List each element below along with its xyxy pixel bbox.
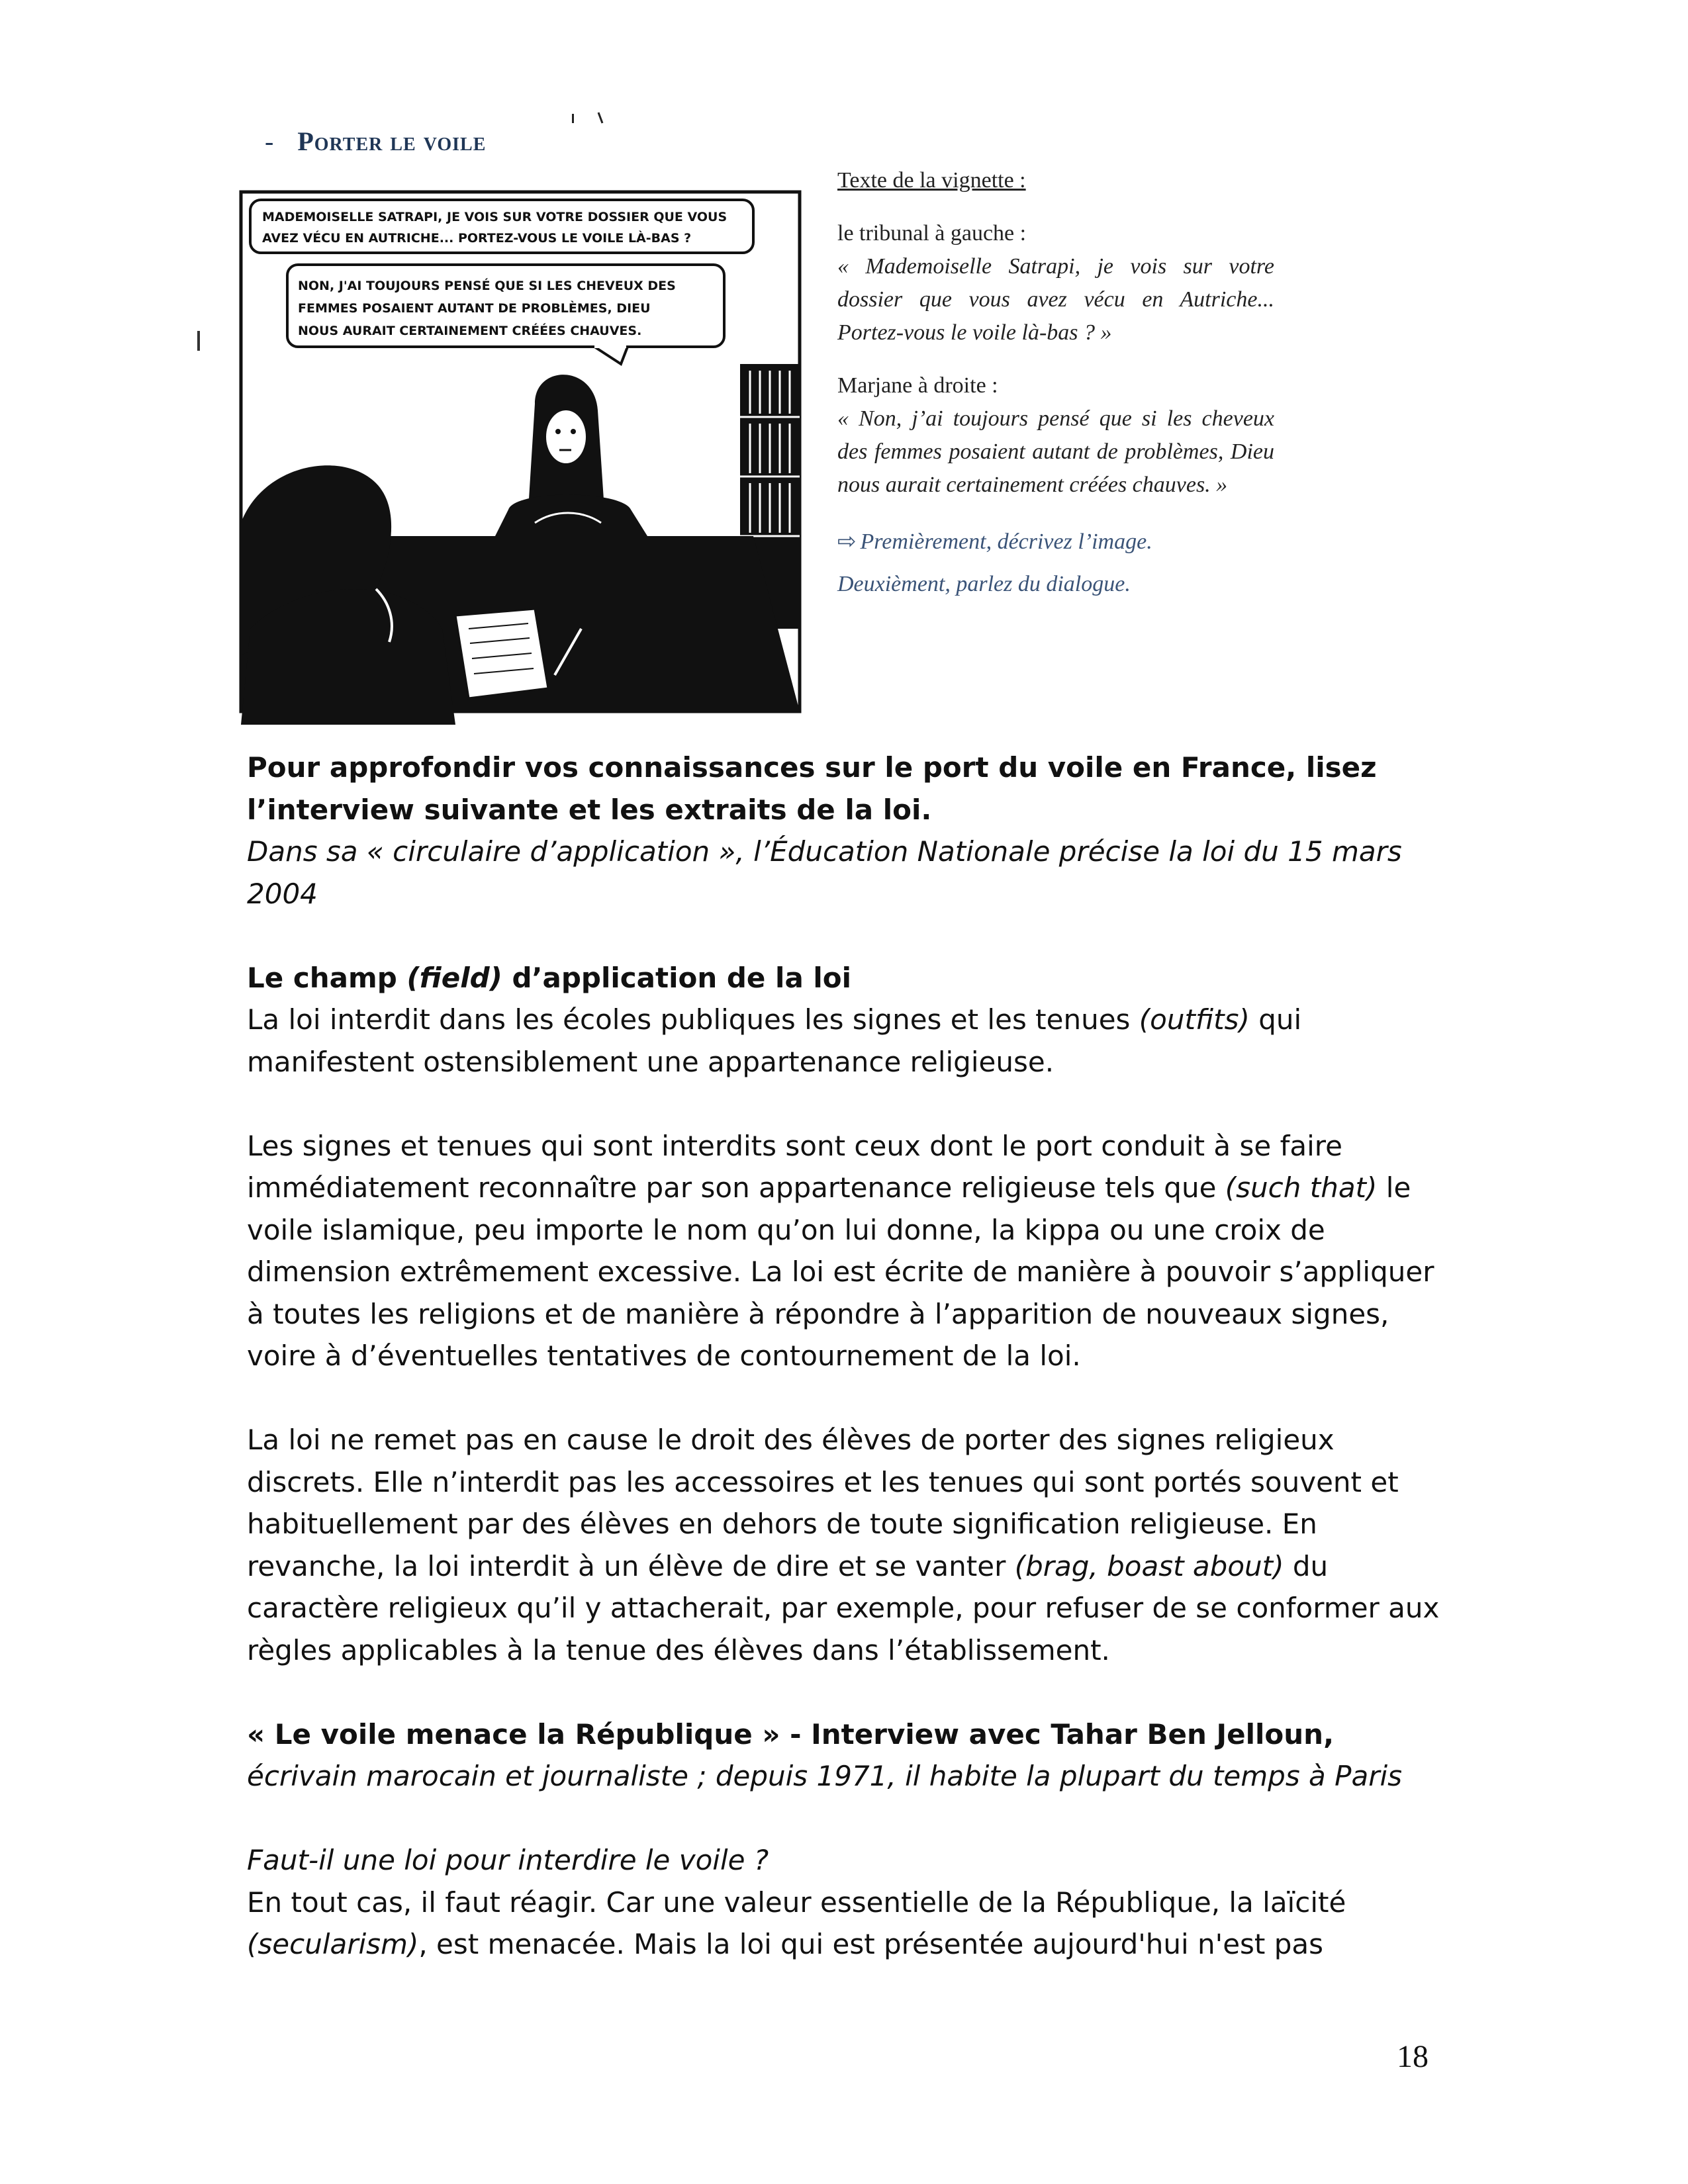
intro-italic: Dans sa « circulaire d’application », l’Éducation Nationale précise la loi du 15 mars 2004 <box>247 835 1402 910</box>
speech-bubble-tribunal <box>250 200 753 253</box>
paragraph-2: Les signes et tenues qui sont interdits sont ceux dont le port conduit à se faire immédiatement reconnaître par son appartenance religieuse tels que (such that) le voile islamique, peu importe le nom qu’on lui donne, la kippa ou une croix de dimension extrêmement excessive. La loi est écrite de manière à pouvoir s’appliquer à toutes les religions et de manière à répondre à l’apparition de nouveaux signes, voire à d’éventuelles tentatives de contournement de la loi. <box>247 1129 1434 1372</box>
paragraph-1: La loi interdit dans les écoles publiques les signes et les tenues (outfits) qui manifestent ostensiblement une appartenance religieuse. <box>247 1003 1302 1078</box>
caption-title: Texte de la vignette : <box>837 168 1026 193</box>
caption-prompt-2: Deuxièment, parlez du dialogue. <box>837 572 1131 596</box>
interview-question: Faut-il une loi pour interdire le voile ? <box>247 1844 769 1876</box>
body-text <box>247 747 1452 1966</box>
caption-prompt-1 <box>837 525 1274 559</box>
bubble-tribunal-line-1: MADEMOISELLE SATRAPI, JE VOIS SUR VOTRE DOSSIER QUE VOUS <box>262 210 727 224</box>
caption-speaker-tribunal: le tribunal à gauche : <box>837 221 1027 246</box>
page-number: 18 <box>1397 2039 1429 2074</box>
paragraph-3: La loi ne remet pas en cause le droit des élèves de porter des signes religieux discrets. Elle n’interdit pas les accessoires et les tenues qui sont portés souvent et habituellement par des élèves en dehors de toute signification religieuse. En revanche, la loi interdit à un élève de dire et se vanter (brag, boast about) du caractère religieux qu’il y attacherait, par exemple, pour refuser de se conformer aux règles applicables à la tenue des élèves dans l’établissement. <box>247 1424 1440 1666</box>
vignette-caption <box>837 164 1274 601</box>
bubble-marjane-line-2: FEMMES POSAIENT AUTANT DE PROBLÈMES, DIEU <box>298 301 651 316</box>
caption-quote-marjane: « Non, j’ai toujours pensé que si les cheveux des femmes posaient autant de problèmes, Dieu nous aurait certainement créées chauves. » <box>837 406 1274 497</box>
bubble-marjane-line-3: NOUS AURAIT CERTAINEMENT CRÉÉES CHAUVES. <box>298 324 642 338</box>
heading-dash: - <box>265 126 274 156</box>
intro-bold: Pour approfondir vos connaissances sur le port du voile en France, lisez l’interview suivante et les extraits de la loi. <box>247 751 1377 826</box>
caption-prompt-1-text: Premièrement, décrivez l’image. <box>860 529 1152 554</box>
bubble-tribunal-line-2: AVEZ VÉCU EN AUTRICHE... PORTEZ-VOUS LE VOILE LÀ-BAS ? <box>262 231 692 246</box>
caption-speaker-marjane: Marjane à droite : <box>837 373 998 398</box>
arrow-right-icon: ⇨ <box>837 529 857 554</box>
scan-speck-marks <box>569 111 609 131</box>
section-title: Porter le voile <box>297 126 487 156</box>
caption-quote-tribunal: « Mademoiselle Satrapi, je vois sur votre dossier que vous avez vécu en Autriche... Portez-vous le voile là-bas ? » <box>837 254 1274 345</box>
bubble-marjane-line-1: NON, J'AI TOUJOURS PENSÉ QUE SI LES CHEVEUX DES <box>298 279 676 293</box>
interview-heading: « Le voile menace la République » - Interview avec Tahar Ben Jelloun, écrivain marocain et journaliste ; depuis 1971, il habite la plupart du temps à Paris <box>247 1717 1403 1792</box>
scan-margin-mark <box>197 331 200 351</box>
section-heading <box>265 126 486 157</box>
comic-panel <box>224 165 820 725</box>
interview-answer: En tout cas, il faut réagir. Car une valeur essentielle de la République, la laïcité (secularism), est menacée. Mais la loi qui est présentée aujourd'hui n'est pas <box>247 1886 1346 1960</box>
law-scope-heading: Le champ (field) d’application de la loi <box>247 961 852 994</box>
